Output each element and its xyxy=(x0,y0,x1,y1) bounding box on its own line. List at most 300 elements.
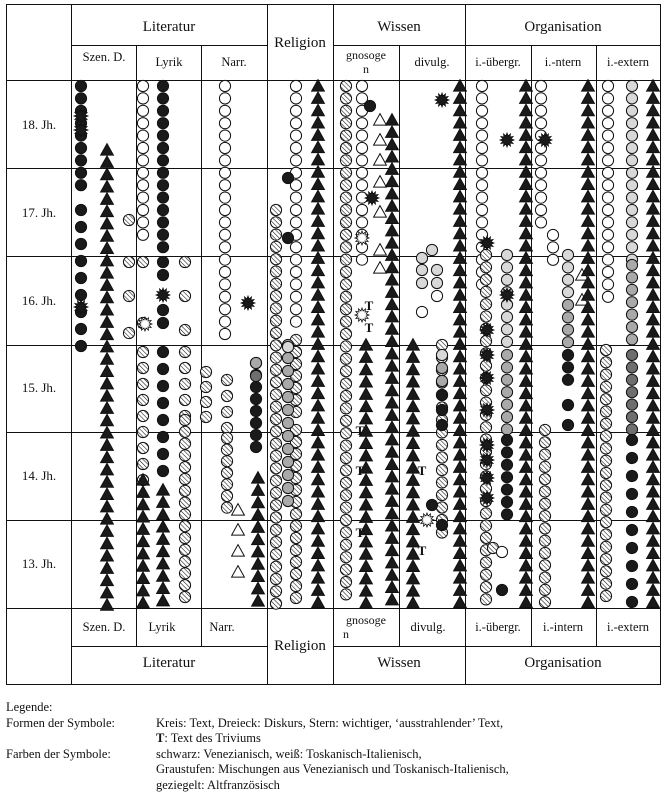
circle-symbol xyxy=(626,309,637,320)
triangle-symbol xyxy=(582,486,595,498)
century-17: 17. Jh. xyxy=(21,205,57,220)
circle-symbol xyxy=(282,352,293,363)
circle-symbol xyxy=(270,524,281,535)
circle-symbol xyxy=(157,217,168,228)
circle-symbol xyxy=(501,274,512,285)
circle-symbol xyxy=(137,192,148,203)
circle-symbol xyxy=(157,142,168,153)
triangle-symbol xyxy=(454,424,467,436)
circle-symbol xyxy=(626,80,637,91)
legend-forms-row xyxy=(6,716,661,732)
circle-symbol xyxy=(270,217,281,228)
circle-symbol xyxy=(436,519,447,530)
circle-symbol xyxy=(539,486,550,497)
triangle-symbol xyxy=(312,461,325,473)
triangle-symbol xyxy=(647,104,660,116)
triangle-symbol xyxy=(407,339,420,351)
triangle-symbol xyxy=(454,215,467,227)
triangle-symbol xyxy=(582,326,595,338)
triangle-symbol xyxy=(454,399,467,411)
circle-symbol xyxy=(539,449,550,460)
circle-symbol xyxy=(602,229,613,240)
triangle-symbol xyxy=(137,535,150,547)
circle-symbol xyxy=(476,155,487,166)
triangle-symbol xyxy=(407,351,420,363)
triangle-symbol xyxy=(252,545,265,557)
triangle-symbol xyxy=(252,558,265,570)
circle-symbol xyxy=(436,362,447,373)
triangle-symbol xyxy=(647,559,660,571)
circle-symbol xyxy=(270,303,281,314)
triangle-symbol xyxy=(386,138,399,150)
triangle-symbol xyxy=(454,203,467,215)
triangle-symbol xyxy=(386,249,399,261)
circle-symbol xyxy=(501,399,512,410)
circle-symbol xyxy=(282,341,293,352)
circle-symbol xyxy=(75,167,86,178)
circle-symbol xyxy=(480,360,491,371)
circle-symbol xyxy=(179,426,190,437)
circle-symbol xyxy=(501,424,512,435)
century-18: 18. Jh. xyxy=(21,117,57,132)
triangle-symbol xyxy=(520,203,533,215)
triangle-symbol xyxy=(101,156,114,168)
circle-symbol xyxy=(75,238,86,249)
circle-symbol xyxy=(340,167,351,178)
circle-symbol xyxy=(270,204,281,215)
circle-symbol xyxy=(290,242,301,253)
triangle-symbol xyxy=(252,521,265,533)
circle-symbol xyxy=(75,180,86,191)
triangle-symbol xyxy=(386,483,399,495)
triangle-symbol xyxy=(101,476,114,488)
circle-symbol xyxy=(480,532,491,543)
legend-colors-row xyxy=(6,747,661,763)
triangle-symbol xyxy=(520,498,533,510)
circle-symbol xyxy=(137,142,148,153)
circle-symbol xyxy=(562,312,573,323)
triangle-symbol xyxy=(386,187,399,199)
circle-symbol xyxy=(179,362,190,373)
circle-symbol xyxy=(157,431,168,442)
triangle-symbol xyxy=(101,513,114,525)
legend-title: Legende: xyxy=(6,700,53,714)
circle-symbol xyxy=(600,566,611,577)
circle-symbol xyxy=(290,130,301,141)
circle-symbol xyxy=(282,482,293,493)
triangle-symbol xyxy=(454,141,467,153)
circle-symbol xyxy=(340,539,351,550)
triangle-symbol xyxy=(386,224,399,236)
triangle-symbol xyxy=(312,387,325,399)
circle-symbol xyxy=(219,118,230,129)
circle-symbol xyxy=(535,167,546,178)
circle-symbol xyxy=(219,217,230,228)
circle-symbol xyxy=(250,370,261,381)
circle-symbol xyxy=(221,467,232,478)
triangle-symbol xyxy=(312,424,325,436)
triangle-symbol xyxy=(647,510,660,522)
triangle-symbol xyxy=(454,338,467,350)
triangle-symbol xyxy=(647,264,660,276)
circle-symbol xyxy=(602,93,613,104)
footer-subheader-iextern: i.-extern xyxy=(607,620,649,634)
circle-symbol xyxy=(626,167,637,178)
circle-symbol xyxy=(436,439,447,450)
triangle-symbol xyxy=(647,363,660,375)
triangle-symbol xyxy=(454,436,467,448)
triangle-symbol xyxy=(647,522,660,534)
triangle-symbol xyxy=(520,510,533,522)
circle-symbol xyxy=(340,341,351,352)
circle-symbol xyxy=(200,396,211,407)
circle-symbol xyxy=(290,142,301,153)
subheader-iextern: i.-extern xyxy=(607,55,649,69)
triangle-symbol xyxy=(374,262,387,274)
triangle-symbol xyxy=(312,338,325,350)
circle-symbol xyxy=(137,362,148,373)
circle-symbol xyxy=(340,440,351,451)
circle-symbol xyxy=(282,430,293,441)
triangle-symbol xyxy=(101,181,114,193)
circle-symbol xyxy=(356,180,367,191)
triangle-symbol xyxy=(101,193,114,205)
circle-symbol xyxy=(547,229,558,240)
circle-symbol xyxy=(157,414,168,425)
triangle-symbol xyxy=(312,141,325,153)
circle-symbol xyxy=(535,105,546,116)
triangle-symbol xyxy=(582,166,595,178)
triangle-symbol xyxy=(647,350,660,362)
triangle-symbol xyxy=(312,449,325,461)
circle-symbol xyxy=(535,204,546,215)
triangle-symbol xyxy=(647,535,660,547)
circle-symbol xyxy=(270,586,281,597)
circle-symbol xyxy=(137,118,148,129)
triangle-symbol xyxy=(312,227,325,239)
triangle-symbol xyxy=(360,376,373,388)
triangle-symbol xyxy=(520,240,533,252)
triangle-symbol xyxy=(582,375,595,387)
circle-symbol xyxy=(200,411,211,422)
legend-colors-text2: Graustufen: Mischungen aus Venezianisch und Toskanisch-Italienisch, xyxy=(156,762,509,776)
circle-symbol xyxy=(626,387,637,398)
circle-symbol xyxy=(539,424,550,435)
circle-symbol xyxy=(219,266,230,277)
circle-symbol xyxy=(282,391,293,402)
circle-symbol xyxy=(600,406,611,417)
circle-symbol xyxy=(480,557,491,568)
triangle-symbol xyxy=(520,289,533,301)
circle-symbol xyxy=(480,508,491,519)
triangle-symbol xyxy=(312,375,325,387)
circle-symbol xyxy=(270,487,281,498)
circle-symbol xyxy=(200,381,211,392)
circle-symbol xyxy=(290,508,301,519)
triangle-symbol xyxy=(101,340,114,352)
triangle-symbol xyxy=(647,387,660,399)
footer-wissen: Wissen xyxy=(377,655,421,671)
triangle-symbol xyxy=(312,166,325,178)
circle-symbol xyxy=(282,365,293,376)
circle-symbol xyxy=(157,269,168,280)
circle-symbol xyxy=(340,403,351,414)
circle-symbol xyxy=(476,105,487,116)
circle-symbol xyxy=(562,374,573,385)
circle-symbol xyxy=(179,591,190,602)
triangle-symbol xyxy=(454,326,467,338)
circle-symbol xyxy=(179,290,190,301)
triangle-symbol xyxy=(454,486,467,498)
circle-symbol xyxy=(290,279,301,290)
circle-symbol xyxy=(501,496,512,507)
circle-symbol xyxy=(626,411,637,422)
circle-symbol xyxy=(290,192,301,203)
circle-symbol xyxy=(600,590,611,601)
circle-symbol xyxy=(535,180,546,191)
circle-symbol xyxy=(290,204,301,215)
circle-symbol xyxy=(436,349,447,360)
circle-symbol xyxy=(340,254,351,265)
triangle-symbol xyxy=(101,451,114,463)
circle-symbol xyxy=(219,242,230,253)
triangle-symbol xyxy=(454,449,467,461)
triangle-symbol xyxy=(647,252,660,264)
circle-symbol xyxy=(600,394,611,405)
triangle-symbol xyxy=(407,572,420,584)
triangle-symbol xyxy=(520,522,533,534)
triangle-symbol xyxy=(520,584,533,596)
circle-symbol xyxy=(602,167,613,178)
triangle-symbol xyxy=(312,313,325,325)
circle-symbol xyxy=(221,374,232,385)
triangle-symbol xyxy=(386,433,399,445)
triangle-symbol xyxy=(386,212,399,224)
triangle-symbol xyxy=(312,289,325,301)
triangle-symbol xyxy=(386,544,399,556)
circle-symbol xyxy=(290,155,301,166)
circle-symbol xyxy=(137,217,148,228)
circle-symbol xyxy=(179,450,190,461)
legend-colors-label: Farben der Symbole: xyxy=(6,746,111,761)
circle-symbol xyxy=(539,547,550,558)
circle-symbol xyxy=(501,262,512,273)
triangle-symbol xyxy=(582,584,595,596)
circle-symbol xyxy=(501,387,512,398)
triangle-symbol xyxy=(454,80,467,92)
circle-symbol xyxy=(626,321,637,332)
triangle-symbol xyxy=(101,488,114,500)
triangle-symbol xyxy=(454,522,467,534)
triangle-symbol xyxy=(360,486,373,498)
triangle-symbol xyxy=(101,168,114,180)
circle-symbol xyxy=(179,521,190,532)
triangle-symbol xyxy=(360,400,373,412)
circle-symbol xyxy=(270,573,281,584)
circle-symbol xyxy=(626,470,637,481)
triangle-symbol xyxy=(386,335,399,347)
footer-subheader-divulg: divulg. xyxy=(410,620,446,634)
circle-symbol xyxy=(626,242,637,253)
circle-symbol xyxy=(137,426,148,437)
circle-symbol xyxy=(137,442,148,453)
triangle-symbol xyxy=(386,569,399,581)
circle-symbol xyxy=(436,419,447,430)
triangle-symbol xyxy=(520,449,533,461)
circle-symbol xyxy=(547,242,558,253)
triangle-symbol xyxy=(647,240,660,252)
triangle-symbol xyxy=(520,313,533,325)
circle-symbol xyxy=(137,180,148,191)
circle-symbol xyxy=(137,458,148,469)
circle-symbol xyxy=(221,390,232,401)
circle-symbol xyxy=(157,93,168,104)
circle-symbol xyxy=(157,346,168,357)
triangle-symbol xyxy=(582,178,595,190)
triangle-symbol xyxy=(520,141,533,153)
triangle-symbol xyxy=(407,449,420,461)
circle-symbol xyxy=(626,452,637,463)
triangle-symbol xyxy=(252,582,265,594)
circle-symbol xyxy=(431,277,442,288)
circle-symbol xyxy=(356,167,367,178)
triangle-symbol xyxy=(312,240,325,252)
circle-symbol xyxy=(270,500,281,511)
circle-symbol xyxy=(157,80,168,91)
circle-symbol xyxy=(340,477,351,488)
circle-symbol xyxy=(501,324,512,335)
triangle-symbol xyxy=(386,446,399,458)
circle-symbol xyxy=(602,142,613,153)
circle-symbol xyxy=(290,291,301,302)
subheader-gnoso-bottom: n xyxy=(363,62,369,76)
circle-symbol xyxy=(501,447,512,458)
legend-forms-label: Formen der Symbole: xyxy=(6,715,116,730)
circle-symbol xyxy=(179,324,190,335)
triangle-symbol xyxy=(386,200,399,212)
triangle-symbol xyxy=(454,363,467,375)
triangle-symbol xyxy=(386,470,399,482)
legend-colors-text3: geziegelt: Altfranzösisch xyxy=(156,777,280,792)
triangle-symbol xyxy=(374,244,387,256)
circle-symbol xyxy=(496,546,507,557)
triangle-symbol xyxy=(157,508,170,520)
triangle-symbol xyxy=(252,570,265,582)
triangle-symbol xyxy=(407,425,420,437)
triangle-symbol xyxy=(520,596,533,608)
circle-symbol xyxy=(340,242,351,253)
triangle-symbol xyxy=(137,523,150,535)
circle-symbol xyxy=(282,378,293,389)
circle-symbol xyxy=(75,204,86,215)
circle-symbol xyxy=(340,130,351,141)
triangle-symbol xyxy=(312,412,325,424)
triangle-symbol xyxy=(454,166,467,178)
circle-symbol xyxy=(270,414,281,425)
triangle-symbol xyxy=(454,535,467,547)
triangle-symbol xyxy=(374,206,387,218)
triangle-symbol xyxy=(520,486,533,498)
circle-symbol xyxy=(356,155,367,166)
circle-symbol xyxy=(219,142,230,153)
circle-symbol xyxy=(123,256,134,267)
legend-forms-text: Kreis: Text, Dreieck: Diskurs, Stern: wichtiger, ‘ausstrahlender’ Text, xyxy=(156,715,504,730)
circle-symbol xyxy=(476,80,487,91)
triangle-symbol xyxy=(137,560,150,572)
circle-symbol xyxy=(340,180,351,191)
circle-symbol xyxy=(535,192,546,203)
circle-symbol xyxy=(221,456,232,467)
triangle-symbol xyxy=(520,104,533,116)
triangle-symbol xyxy=(582,473,595,485)
circle-symbol xyxy=(137,394,148,405)
circle-symbol xyxy=(480,594,491,605)
circle-symbol xyxy=(75,142,86,153)
triangle-symbol xyxy=(454,178,467,190)
circle-symbol xyxy=(340,80,351,91)
circle-symbol xyxy=(250,405,261,416)
triangle-symbol xyxy=(312,301,325,313)
circle-symbol xyxy=(600,554,611,565)
circle-symbol xyxy=(626,204,637,215)
circle-symbol xyxy=(219,80,230,91)
circle-symbol xyxy=(75,93,86,104)
triangle-symbol xyxy=(360,388,373,400)
circle-symbol xyxy=(626,488,637,499)
star-symbol xyxy=(365,191,379,205)
triangle-symbol xyxy=(101,525,114,537)
circle-symbol xyxy=(219,328,230,339)
triangle-symbol xyxy=(647,289,660,301)
circle-symbol xyxy=(626,297,637,308)
circle-symbol xyxy=(535,93,546,104)
triangle-symbol xyxy=(101,402,114,414)
circle-symbol xyxy=(626,142,637,153)
circle-symbol xyxy=(270,229,281,240)
triangle-symbol xyxy=(520,547,533,559)
circle-symbol xyxy=(436,452,447,463)
circle-symbol xyxy=(539,535,550,546)
triangle-symbol xyxy=(582,510,595,522)
circle-symbol xyxy=(626,424,637,435)
circle-symbol xyxy=(356,204,367,215)
triangle-symbol xyxy=(101,377,114,389)
triangle-symbol xyxy=(520,559,533,571)
circle-symbol xyxy=(250,381,261,392)
circle-symbol xyxy=(250,417,261,428)
circle-symbol xyxy=(290,105,301,116)
circle-symbol xyxy=(290,592,301,603)
subheader-szen: Szen. D. xyxy=(82,50,126,64)
triangle-symbol xyxy=(312,326,325,338)
triangle-symbol xyxy=(407,412,420,424)
circle-symbol xyxy=(600,529,611,540)
circle-symbol xyxy=(602,254,613,265)
circle-symbol xyxy=(562,337,573,348)
triangle-symbol xyxy=(312,104,325,116)
circle-symbol xyxy=(157,130,168,141)
triangle-symbol xyxy=(360,572,373,584)
circle-symbol xyxy=(340,204,351,215)
triangle-symbol xyxy=(454,264,467,276)
circle-symbol xyxy=(476,204,487,215)
circle-symbol xyxy=(340,192,351,203)
century-14: 14. Jh. xyxy=(21,468,57,483)
triangle-symbol xyxy=(407,388,420,400)
triangle-symbol xyxy=(582,522,595,534)
triangle-symbol xyxy=(360,548,373,560)
triangle-symbol xyxy=(312,596,325,608)
